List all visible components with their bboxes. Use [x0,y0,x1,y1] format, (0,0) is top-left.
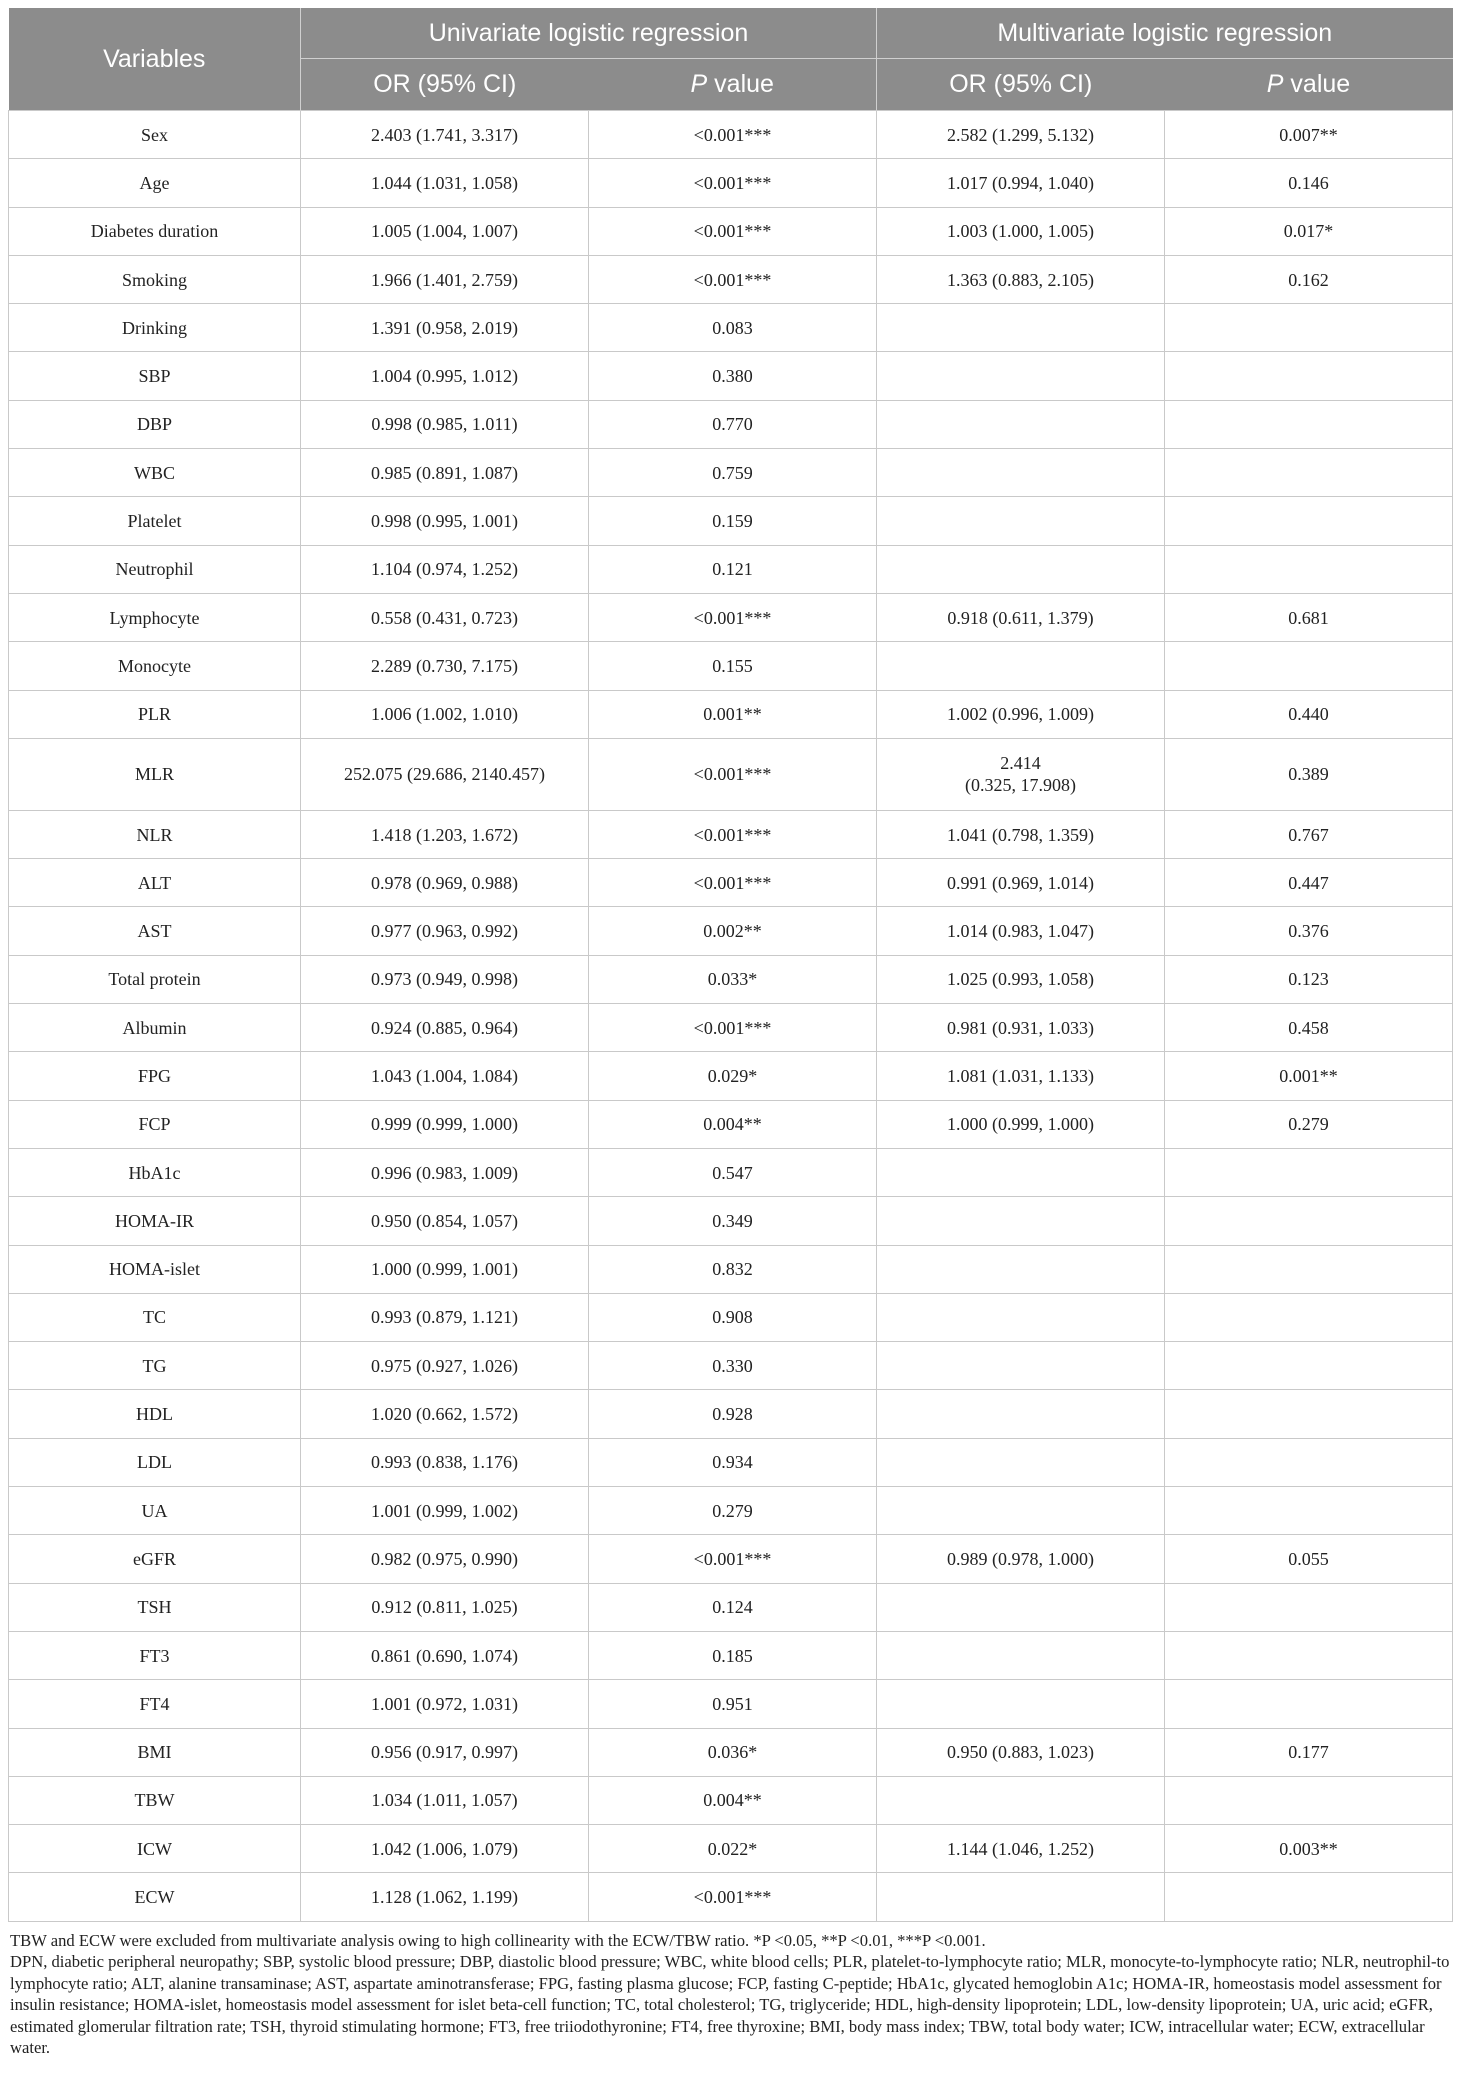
cell-variable: UA [9,1487,301,1535]
cell-variable: Sex [9,111,301,159]
table-row [9,1873,1453,1921]
cell-multi-or [877,1390,1165,1438]
cell-uni-p: 0.330 [589,1342,877,1390]
cell-multi-p: 0.007** [1165,111,1453,159]
cell-variable: Albumin [9,1004,301,1052]
cell-uni-p: 0.083 [589,304,877,352]
cell-multi-or [877,545,1165,593]
cell-uni-or: 1.001 (0.999, 1.002) [301,1487,589,1535]
table-row [9,1245,1453,1293]
cell-multi-p: 0.458 [1165,1004,1453,1052]
cell-uni-or: 0.993 (0.838, 1.176) [301,1438,589,1486]
table-row [9,207,1453,255]
cell-multi-or: 1.025 (0.993, 1.058) [877,955,1165,1003]
cell-multi-p: 0.440 [1165,690,1453,738]
cell-multi-or: 1.000 (0.999, 1.000) [877,1100,1165,1148]
cell-uni-p: 0.004** [589,1100,877,1148]
cell-multi-or-ci: (0.325, 17.908) [965,775,1076,796]
cell-variable: Age [9,159,301,207]
cell-uni-or: 1.006 (1.002, 1.010) [301,690,589,738]
cell-uni-p: <0.001*** [589,738,877,810]
cell-uni-or: 1.044 (1.031, 1.058) [301,159,589,207]
table-footnotes [8,1930,1452,2059]
cell-multi-or [877,1487,1165,1535]
cell-uni-p: 0.001** [589,690,877,738]
cell-uni-p: 0.934 [589,1438,877,1486]
cell-uni-p: 0.002** [589,907,877,955]
cell-variable: TG [9,1342,301,1390]
header-multi-p-rest: value [1283,70,1351,98]
cell-uni-or: 1.104 (0.974, 1.252) [301,545,589,593]
table-row [9,497,1453,545]
cell-uni-p: 0.380 [589,352,877,400]
header-uni-or: OR (95% CI) [301,59,589,111]
cell-multi-or [877,1583,1165,1631]
header-multivariate: Multivariate logistic regression [877,8,1453,59]
cell-variable: TSH [9,1583,301,1631]
cell-uni-p: <0.001*** [589,859,877,907]
cell-variable: TBW [9,1776,301,1824]
cell-variable: ICW [9,1825,301,1873]
cell-uni-or: 0.975 (0.927, 1.026) [301,1342,589,1390]
cell-multi-or [877,738,1165,810]
cell-variable: Monocyte [9,642,301,690]
cell-variable: AST [9,907,301,955]
table-row [9,352,1453,400]
cell-multi-or: 1.144 (1.046, 1.252) [877,1825,1165,1873]
cell-uni-or: 0.861 (0.690, 1.074) [301,1631,589,1679]
table-row [9,1100,1453,1148]
cell-multi-p: 0.123 [1165,955,1453,1003]
cell-uni-p: 0.124 [589,1583,877,1631]
cell-variable: BMI [9,1728,301,1776]
header-multi-p [1165,59,1453,111]
regression-table [8,8,1453,1922]
cell-uni-or: 1.004 (0.995, 1.012) [301,352,589,400]
cell-uni-p: 0.022* [589,1825,877,1873]
cell-multi-or [877,642,1165,690]
cell-uni-p: 0.036* [589,1728,877,1776]
table-row [9,642,1453,690]
cell-variable: Platelet [9,497,301,545]
cell-multi-or [877,304,1165,352]
table-row [9,304,1453,352]
cell-multi-or [877,497,1165,545]
cell-multi-or: 1.363 (0.883, 2.105) [877,255,1165,303]
cell-multi-or [877,1342,1165,1390]
cell-multi-or [877,1148,1165,1196]
cell-uni-p: <0.001*** [589,207,877,255]
cell-uni-p: <0.001*** [589,1004,877,1052]
header-univariate: Univariate logistic regression [301,8,877,59]
cell-multi-p [1165,1487,1453,1535]
cell-variable: LDL [9,1438,301,1486]
cell-uni-or: 1.043 (1.004, 1.084) [301,1052,589,1100]
cell-uni-p: 0.155 [589,642,877,690]
cell-uni-or: 1.128 (1.062, 1.199) [301,1873,589,1921]
table-row [9,859,1453,907]
cell-multi-p [1165,304,1453,352]
cell-multi-p: 0.055 [1165,1535,1453,1583]
cell-multi-p: 0.146 [1165,159,1453,207]
cell-multi-p: 0.003** [1165,1825,1453,1873]
cell-uni-or: 1.034 (1.011, 1.057) [301,1776,589,1824]
cell-multi-or: 0.981 (0.931, 1.033) [877,1004,1165,1052]
cell-uni-p: 0.951 [589,1680,877,1728]
cell-multi-or: 0.950 (0.883, 1.023) [877,1728,1165,1776]
cell-multi-p [1165,1438,1453,1486]
table-row [9,593,1453,641]
cell-variable: MLR [9,738,301,810]
cell-uni-or: 1.391 (0.958, 2.019) [301,304,589,352]
cell-uni-or: 0.912 (0.811, 1.025) [301,1583,589,1631]
footnote-abbreviations: DPN, diabetic peripheral neuropathy; SBP, systolic blood pressure; DBP, diastolic blood pressure; WBC, white blood cells; PLR, platelet-to-lymphocyte ratio; MLR, monocyte-to-lymphocyte ratio; NLR, neutrophil-to lymphocyte ratio; ALT, alanine transaminase; AST, aspartate aminotransferase; FPG, fasting plasma glucose; FCP, fasting C-peptide; HbA1c, glycated hemoglobin A1c; HOMA-IR, homeostasis model assessment for insulin resistance; HOMA-islet, homeostasis model assessment for islet beta-cell function; TC, total cholesterol; TG, triglyceride; HDL, high-density lipoprotein; LDL, low-density lipoprotein; UA, uric acid; eGFR, estimated glomerular filtration rate; TSH, thyroid stimulating hormone; FT3, free triiodothyronine; FT4, free thyroxine; BMI, body mass index; TBW, total body water; ICW, intracellular water; ECW, extracellular water. [10,1952,1450,2058]
header-multi-or: OR (95% CI) [877,59,1165,111]
cell-uni-or: 0.977 (0.963, 0.992) [301,907,589,955]
cell-uni-or: 0.978 (0.969, 0.988) [301,859,589,907]
table-header [9,8,1453,111]
cell-variable: FT4 [9,1680,301,1728]
cell-uni-or: 0.973 (0.949, 0.998) [301,955,589,1003]
cell-uni-or: 1.042 (1.006, 1.079) [301,1825,589,1873]
cell-uni-p: 0.770 [589,400,877,448]
cell-multi-or: 0.989 (0.978, 1.000) [877,1535,1165,1583]
table-row [9,1825,1453,1873]
cell-uni-or: 1.966 (1.401, 2.759) [301,255,589,303]
cell-multi-p: 0.017* [1165,207,1453,255]
table-row [9,1148,1453,1196]
header-uni-p-italic: P [690,70,708,98]
cell-variable: ECW [9,1873,301,1921]
cell-multi-p: 0.681 [1165,593,1453,641]
cell-multi-p [1165,352,1453,400]
cell-variable: HOMA-IR [9,1197,301,1245]
cell-uni-or: 2.289 (0.730, 7.175) [301,642,589,690]
cell-multi-p [1165,1583,1453,1631]
cell-uni-p: <0.001*** [589,810,877,858]
header-multi-p-italic: P [1266,70,1284,98]
cell-variable: ALT [9,859,301,907]
table-row [9,1052,1453,1100]
cell-uni-p: 0.547 [589,1148,877,1196]
cell-uni-p: 0.004** [589,1776,877,1824]
cell-multi-p [1165,545,1453,593]
cell-variable: Neutrophil [9,545,301,593]
table-row [9,111,1453,159]
cell-multi-p [1165,1631,1453,1679]
cell-uni-p: 0.928 [589,1390,877,1438]
header-variables: Variables [9,8,301,111]
cell-multi-or: 1.041 (0.798, 1.359) [877,810,1165,858]
cell-variable: WBC [9,449,301,497]
cell-multi-or: 2.582 (1.299, 5.132) [877,111,1165,159]
cell-uni-or: 1.020 (0.662, 1.572) [301,1390,589,1438]
table-row [9,1631,1453,1679]
cell-multi-or [877,1293,1165,1341]
header-uni-p [589,59,877,111]
cell-uni-or: 1.418 (1.203, 1.672) [301,810,589,858]
cell-uni-p: 0.185 [589,1631,877,1679]
cell-uni-or: 1.001 (0.972, 1.031) [301,1680,589,1728]
cell-multi-or: 1.002 (0.996, 1.009) [877,690,1165,738]
cell-variable: SBP [9,352,301,400]
table-body [9,111,1453,1922]
table-row [9,810,1453,858]
table-row [9,1583,1453,1631]
cell-multi-or [877,1197,1165,1245]
cell-uni-or: 0.950 (0.854, 1.057) [301,1197,589,1245]
cell-multi-p [1165,1148,1453,1196]
table-row [9,400,1453,448]
cell-variable: eGFR [9,1535,301,1583]
cell-uni-p: <0.001*** [589,593,877,641]
cell-uni-p: <0.001*** [589,159,877,207]
cell-uni-or: 0.998 (0.995, 1.001) [301,497,589,545]
cell-uni-p: 0.279 [589,1487,877,1535]
cell-uni-p: 0.121 [589,545,877,593]
table-row [9,1680,1453,1728]
cell-uni-or: 0.999 (0.999, 1.000) [301,1100,589,1148]
cell-uni-p: <0.001*** [589,1535,877,1583]
cell-variable: PLR [9,690,301,738]
cell-uni-p: 0.759 [589,449,877,497]
cell-uni-or: 252.075 (29.686, 2140.457) [301,738,589,810]
cell-variable: DBP [9,400,301,448]
cell-multi-p [1165,1873,1453,1921]
cell-uni-p: <0.001*** [589,255,877,303]
table-row [9,545,1453,593]
cell-multi-p: 0.389 [1165,738,1453,810]
cell-multi-p: 0.001** [1165,1052,1453,1100]
cell-multi-p: 0.376 [1165,907,1453,955]
cell-multi-p [1165,1342,1453,1390]
cell-uni-p: 0.832 [589,1245,877,1293]
table-row [9,449,1453,497]
table-row [9,955,1453,1003]
cell-variable: Total protein [9,955,301,1003]
table-row [9,159,1453,207]
cell-uni-p: <0.001*** [589,1873,877,1921]
table-row [9,1197,1453,1245]
cell-multi-p: 0.279 [1165,1100,1453,1148]
table-row [9,738,1453,810]
cell-uni-or: 0.956 (0.917, 0.997) [301,1728,589,1776]
cell-multi-or [877,1631,1165,1679]
cell-uni-or: 0.924 (0.885, 0.964) [301,1004,589,1052]
cell-uni-or: 1.005 (1.004, 1.007) [301,207,589,255]
table-row [9,1776,1453,1824]
cell-uni-p: 0.029* [589,1052,877,1100]
cell-multi-or: 0.991 (0.969, 1.014) [877,859,1165,907]
cell-multi-p: 0.177 [1165,1728,1453,1776]
cell-variable: FT3 [9,1631,301,1679]
table-row [9,1535,1453,1583]
cell-uni-p: 0.033* [589,955,877,1003]
table-row [9,1293,1453,1341]
cell-uni-p: <0.001*** [589,111,877,159]
cell-multi-or [877,1438,1165,1486]
cell-uni-or: 0.985 (0.891, 1.087) [301,449,589,497]
cell-uni-or: 2.403 (1.741, 3.317) [301,111,589,159]
cell-multi-or-estimate: 2.414 [1000,753,1041,774]
table-row [9,1438,1453,1486]
header-uni-p-rest: value [707,70,774,98]
cell-uni-or: 0.993 (0.879, 1.121) [301,1293,589,1341]
table-container [8,8,1452,2059]
cell-uni-p: 0.908 [589,1293,877,1341]
cell-multi-p: 0.767 [1165,810,1453,858]
cell-variable: Smoking [9,255,301,303]
cell-multi-p [1165,1245,1453,1293]
cell-multi-p [1165,1390,1453,1438]
cell-variable: NLR [9,810,301,858]
footnote-exclusion: TBW and ECW were excluded from multivariate analysis owing to high collinearity with the ECW/TBW ratio. *P <0.05, **P <0.01, ***P <0.001. [10,1930,986,1950]
table-row [9,1004,1453,1052]
cell-variable: FPG [9,1052,301,1100]
cell-uni-or: 0.998 (0.985, 1.011) [301,400,589,448]
cell-uni-or: 0.982 (0.975, 0.990) [301,1535,589,1583]
cell-multi-or: 1.017 (0.994, 1.040) [877,159,1165,207]
cell-multi-p [1165,497,1453,545]
cell-variable: Lymphocyte [9,593,301,641]
cell-multi-p [1165,1293,1453,1341]
table-row [9,1390,1453,1438]
table-row [9,1728,1453,1776]
cell-multi-p [1165,1197,1453,1245]
cell-uni-p: 0.349 [589,1197,877,1245]
cell-variable: HDL [9,1390,301,1438]
cell-variable: HOMA-islet [9,1245,301,1293]
cell-multi-p [1165,1680,1453,1728]
cell-multi-p [1165,449,1453,497]
cell-multi-or [877,1873,1165,1921]
cell-multi-or [877,400,1165,448]
cell-variable: FCP [9,1100,301,1148]
table-row [9,690,1453,738]
cell-multi-p [1165,400,1453,448]
cell-uni-or: 0.558 (0.431, 0.723) [301,593,589,641]
table-row [9,907,1453,955]
cell-uni-p: 0.159 [589,497,877,545]
cell-variable: TC [9,1293,301,1341]
cell-multi-p: 0.162 [1165,255,1453,303]
cell-multi-or: 0.918 (0.611, 1.379) [877,593,1165,641]
cell-multi-p [1165,642,1453,690]
cell-multi-or: 1.003 (1.000, 1.005) [877,207,1165,255]
cell-uni-or: 0.996 (0.983, 1.009) [301,1148,589,1196]
table-row [9,255,1453,303]
cell-variable: HbA1c [9,1148,301,1196]
table-row [9,1342,1453,1390]
cell-multi-or [877,352,1165,400]
cell-multi-or [877,1245,1165,1293]
cell-uni-or: 1.000 (0.999, 1.001) [301,1245,589,1293]
cell-multi-or: 1.081 (1.031, 1.133) [877,1052,1165,1100]
cell-multi-or: 1.014 (0.983, 1.047) [877,907,1165,955]
table-row [9,1487,1453,1535]
cell-multi-p [1165,1776,1453,1824]
cell-multi-p: 0.447 [1165,859,1453,907]
cell-variable: Drinking [9,304,301,352]
cell-multi-or [877,449,1165,497]
cell-multi-or [877,1776,1165,1824]
cell-variable: Diabetes duration [9,207,301,255]
cell-multi-or [877,1680,1165,1728]
